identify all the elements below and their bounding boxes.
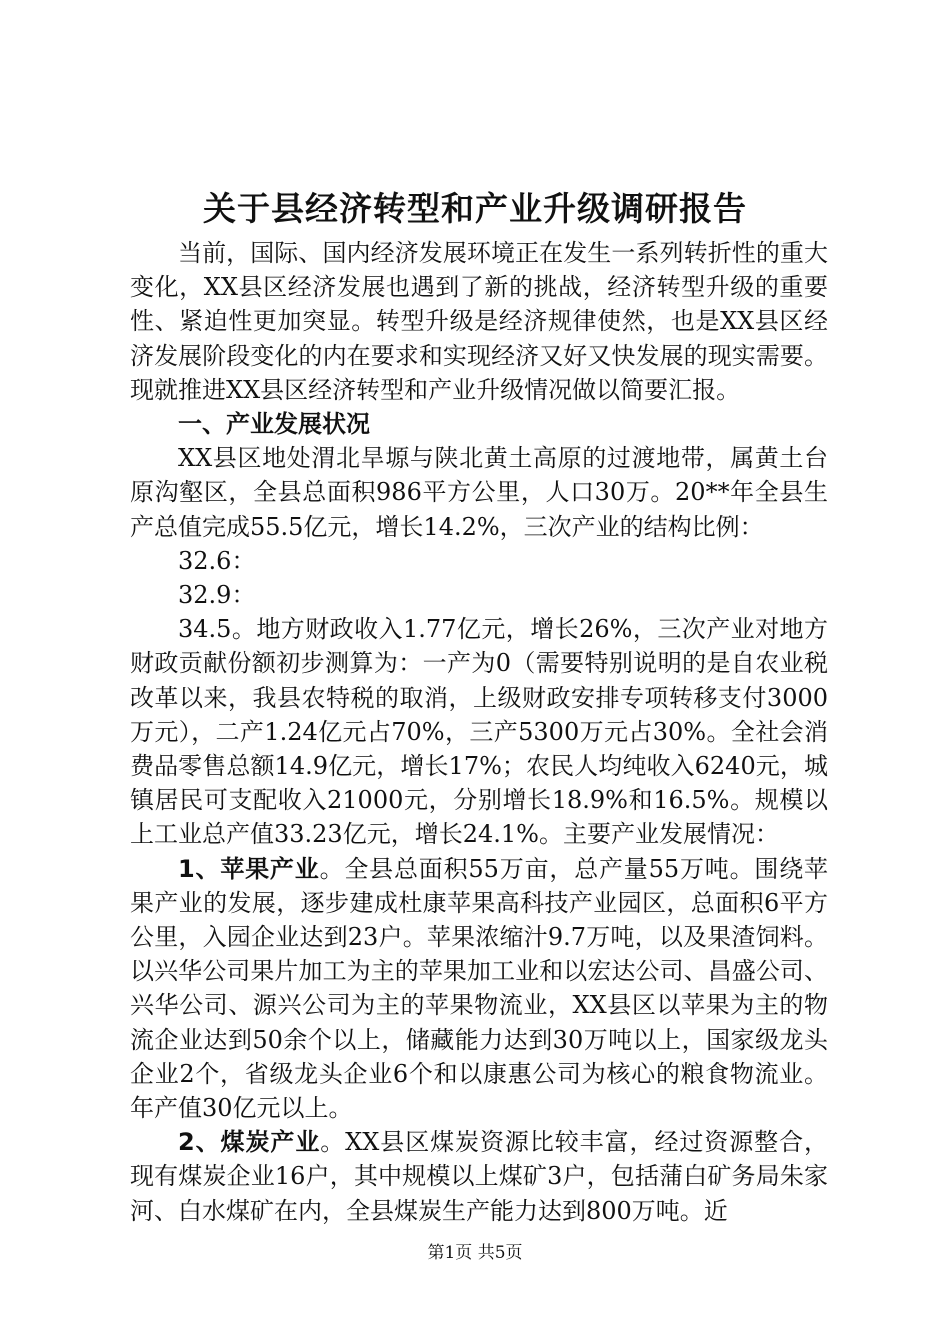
document-body [130, 236, 828, 1228]
paragraph-apple-industry [130, 852, 828, 1126]
paragraph-coal-industry [130, 1125, 828, 1228]
apple-industry-lead: 1、苹果产业 [178, 854, 320, 883]
paragraph-finance: 34.5。地方财政收入1.77亿元，增长26%，三次产业对地方财政贡献份额初步测算为：一产为0（需要特别说明的是自农业税改革以来，我县农特税的取消，上级财政安排专项转移支付3000万元），二产1.24亿元占70%，三产5300万元占30%。全社会消费品零售总额14.9亿元，增长17%；农民人均纯收入6240元，城镇居民可支配收入21000元，分别增长18.9%和16.5%。规模以上工业总产值33.23亿元，增长24.1%。主要产业发展情况： [130, 615, 828, 849]
paragraph-ratio-1: 32.6： [178, 546, 256, 575]
paragraph-overview: XX县区地处渭北旱塬与陕北黄土高原的过渡地带，属黄土台原沟壑区，全县总面积986平方公里，人口30万。20**年全县生产总值完成55.5亿元，增长14.2%，三次产业的结构比例： [130, 444, 828, 541]
paragraph-ratio-2: 32.9： [178, 581, 256, 610]
section-heading-industry-status: 一、产业发展状况 [178, 410, 370, 439]
document-title: 关于县经济转型和产业升级调研报告 [203, 189, 747, 228]
coal-industry-lead: 2、煤炭产业 [178, 1128, 321, 1157]
coal-industry-body: 。XX县区煤炭资源比较丰富，经过资源整合，现有煤炭企业16户，其中规模以上煤矿3户，包括蒲白矿务局朱家河、白水煤矿在内，全县煤炭生产能力达到800万吨。近 [130, 1128, 828, 1225]
apple-industry-body: 。全县总面积55万亩，总产量55万吨。围绕苹果产业的发展，逐步建成杜康苹果高科技产业园区，总面积6平方公里，入园企业达到23户。苹果浓缩汁9.7万吨，以及果渣饲料。以兴华公司果片加工为主的苹果加工业和以宏达公司、昌盛公司、兴华公司、源兴公司为主的苹果物流业，XX县区以苹果为主的物流企业达到50余个以上，储藏能力达到30万吨以上，国家级龙头企业2个，省级龙头企业6个和以康惠公司为核心的粮食物流业。年产值30亿元以上。 [130, 854, 829, 1123]
intro-paragraph: 当前，国际、国内经济发展环境正在发生一系列转折性的重大变化，XX县区经济发展也遇到了新的挑战，经济转型升级的重要性、紧迫性更加突显。转型升级是经济规律使然，也是XX县区经济发展阶段变化的内在要求和实现经济又好又快发展的现实需要。现就推进XX县区经济转型和产业升级情况做以简要汇报。 [130, 239, 828, 404]
page-footer: 第1页 共5页 [427, 1243, 523, 1263]
